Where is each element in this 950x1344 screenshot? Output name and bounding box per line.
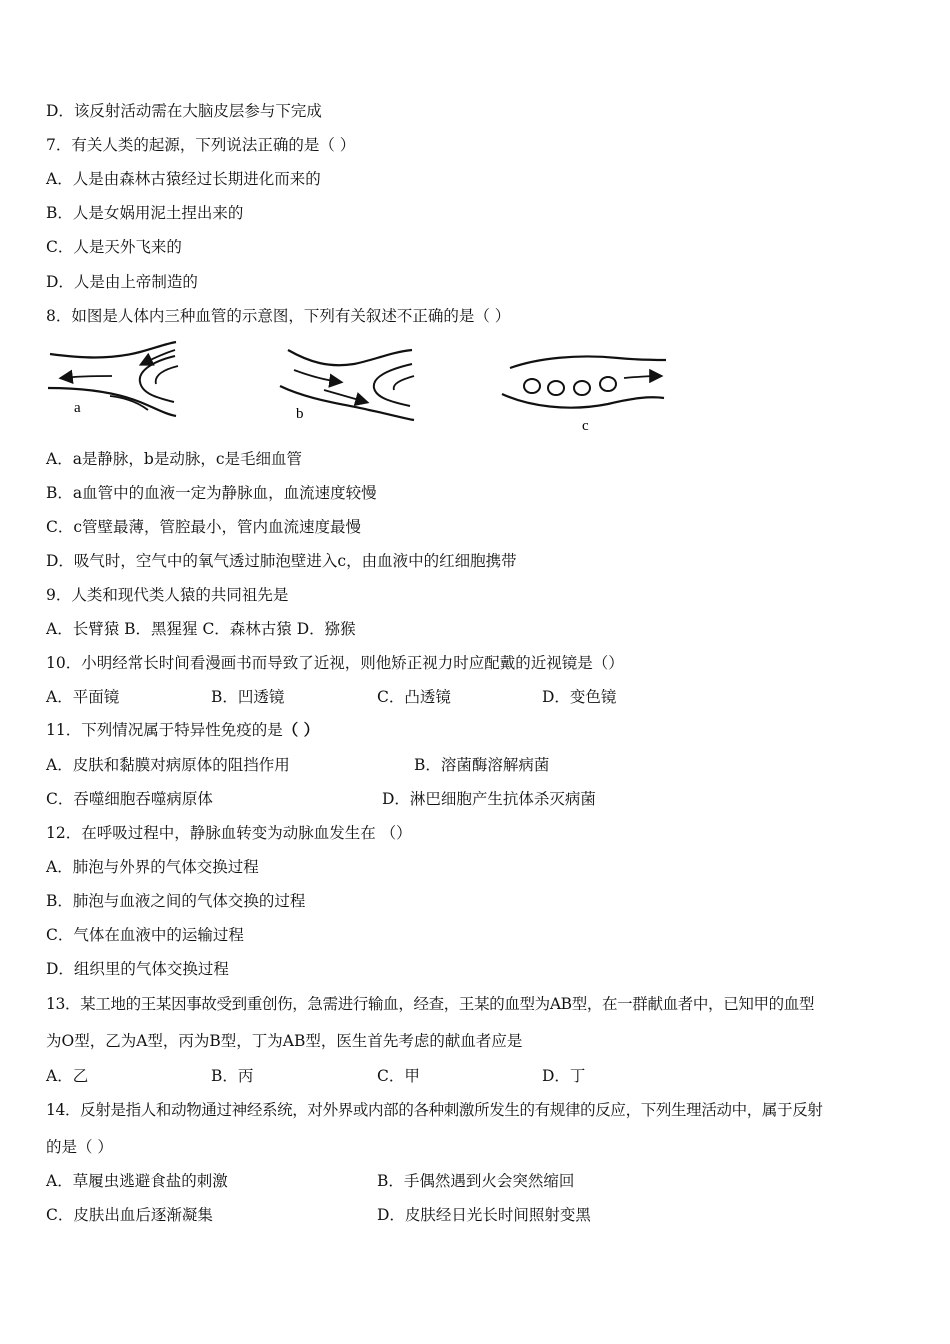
q10-option-d: D．变色镜 bbox=[542, 688, 617, 706]
q11-stem: 11．下列情况属于特异性免疫的是 bbox=[46, 721, 283, 739]
vessel-label-c: c bbox=[582, 418, 589, 434]
q12-option-b: B．肺泡与血液之间的气体交换的过程 bbox=[46, 892, 306, 910]
q13-option-d: D．丁 bbox=[542, 1067, 586, 1085]
q14-option-b: B．手偶然遇到火会突然缩回 bbox=[377, 1172, 575, 1190]
q11-stem-row bbox=[46, 720, 319, 740]
q13-option-c: C．甲 bbox=[377, 1067, 420, 1085]
q9-stem: 9．人类和现代类人猿的共同祖先是 bbox=[46, 586, 289, 604]
vessel-diagram-b bbox=[274, 342, 424, 427]
q6-option-d: D．该反射活动需在大脑皮层参与下完成 bbox=[46, 102, 322, 120]
q11-option-b: B．溶菌酶溶解病菌 bbox=[414, 756, 550, 774]
q10-stem: 10．小明经常长时间看漫画书而导致了近视，则他矫正视力时应配戴的近视镜是（） bbox=[46, 654, 624, 672]
q8-option-c: C．c管壁最薄，管腔最小，管内血流速度最慢 bbox=[46, 518, 362, 536]
q14-stem-line2: 的是（ ） bbox=[46, 1138, 113, 1156]
q13-stem-line2: 为O型，乙为A型，丙为B型，丁为AB型，医生首先考虑的献血者应是 bbox=[46, 1032, 523, 1050]
q7-stem: 7．有关人类的起源，下列说法正确的是（ ） bbox=[46, 136, 356, 154]
q14-stem-line1: 14．反射是指人和动物通过神经系统，对外界或内部的各种刺激所发生的有规律的反应，下列生理活动中，属于反射 bbox=[46, 1101, 823, 1119]
q10-option-b: B．凹透镜 bbox=[211, 688, 285, 706]
q8-stem: 8．如图是人体内三种血管的示意图，下列有关叙述不正确的是（ ） bbox=[46, 307, 511, 325]
q7-option-d: D．人是由上帝制造的 bbox=[46, 273, 198, 291]
q12-option-c: C．气体在血液中的运输过程 bbox=[46, 926, 244, 944]
vessel-diagram-c bbox=[498, 350, 673, 435]
q13-option-a: A．乙 bbox=[46, 1067, 89, 1085]
q7-option-a: A．人是由森林古猿经过长期进化而来的 bbox=[46, 170, 321, 188]
q8-option-b: B．a血管中的血液一定为静脉血，血流速度较慢 bbox=[46, 484, 377, 502]
q11-stem-paren: （ ） bbox=[282, 720, 320, 739]
q10-option-c: C．凸透镜 bbox=[377, 688, 451, 706]
q8-option-d: D．吸气时，空气中的氧气透过肺泡壁进入c，由血液中的红细胞携带 bbox=[46, 552, 517, 570]
q13-stem-line1: 13．某工地的王某因事故受到重创伤，急需进行输血，经查，王某的血型为AB型，在一群献血者中，已知甲的血型 bbox=[46, 995, 815, 1013]
q14-option-c: C．皮肤出血后逐渐凝集 bbox=[46, 1206, 213, 1224]
vessel-diagram-a bbox=[40, 340, 190, 425]
q12-option-a: A．肺泡与外界的气体交换过程 bbox=[46, 858, 259, 876]
q12-stem: 12．在呼吸过程中，静脉血转变为动脉血发生在 （） bbox=[46, 824, 412, 842]
q10-option-a: A．平面镜 bbox=[46, 688, 120, 706]
q8-option-a: A．a是静脉，b是动脉，c是毛细血管 bbox=[46, 450, 303, 468]
q12-option-d: D．组织里的气体交换过程 bbox=[46, 960, 229, 978]
vessel-label-a: a bbox=[74, 400, 81, 416]
vessel-label-b: b bbox=[296, 406, 304, 422]
q14-option-d: D．皮肤经日光长时间照射变黑 bbox=[377, 1206, 591, 1224]
q11-option-a: A．皮肤和黏膜对病原体的阻挡作用 bbox=[46, 756, 290, 774]
q13-option-b: B．丙 bbox=[211, 1067, 254, 1085]
q11-option-c: C．吞噬细胞吞噬病原体 bbox=[46, 790, 213, 808]
q14-option-a: A．草履虫逃避食盐的刺激 bbox=[46, 1172, 228, 1190]
q11-option-d: D．淋巴细胞产生抗体杀灭病菌 bbox=[382, 790, 596, 808]
q7-option-b: B．人是女娲用泥土捏出来的 bbox=[46, 204, 244, 222]
q9-options: A．长臂猿 B．黑猩猩 C．森林古猿 D．猕猴 bbox=[46, 620, 356, 638]
q7-option-c: C．人是天外飞来的 bbox=[46, 238, 182, 256]
